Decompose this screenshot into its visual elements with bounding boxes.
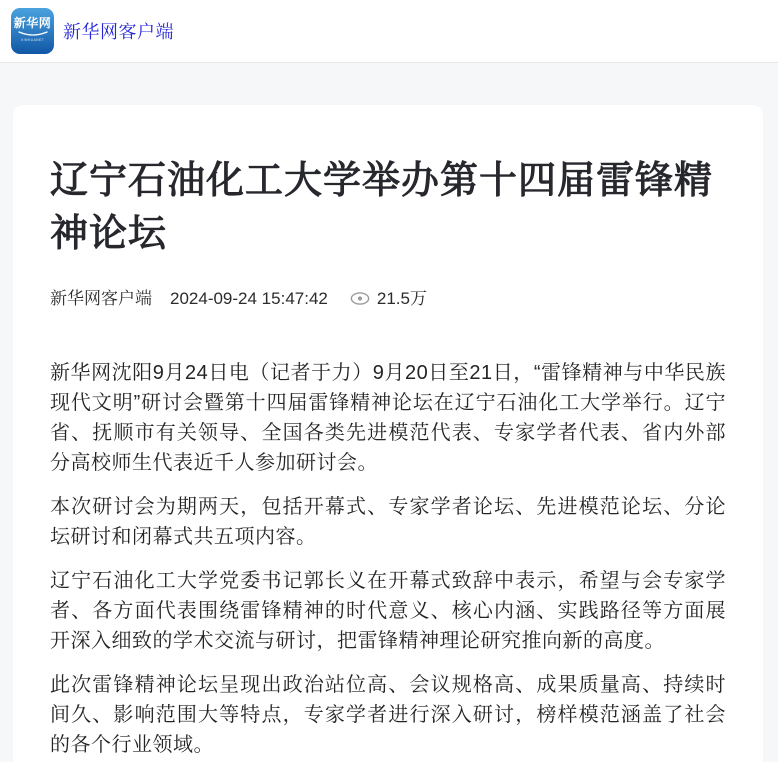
logo-en-text: XINHUANET xyxy=(20,37,45,42)
article-source: 新华网客户端 xyxy=(50,289,152,308)
logo-cn-text: 新华网 xyxy=(13,15,52,30)
article-datetime: 2024-09-24 15:47:42 xyxy=(170,289,328,308)
view-count: 21.5万 xyxy=(376,289,427,308)
xinhuanet-logo[interactable] xyxy=(11,8,54,54)
article-paragraph: 辽宁石油化工大学党委书记郭长义在开幕式致辞中表示，希望与会专家学者、各方面代表围绕雷锋精神的时代意义、核心内涵、实践路径等方面展开深入细致的学术交流与研讨，把雷锋精神理论研究推向新的高度。 xyxy=(50,570,726,652)
app-header xyxy=(0,0,778,63)
article-title: 辽宁石油化工大学举办第十四届雷锋精神论坛 xyxy=(50,160,714,255)
article-paragraph: 本次研讨会为期两天，包括开幕式、专家学者论坛、先进模范论坛、分论坛研讨和闭幕式共五项内容。 xyxy=(50,496,726,548)
article-paragraph: 此次雷锋精神论坛呈现出政治站位高、会议规格高、成果质量高、持续时间久、影响范围大等特点，专家学者进行深入研讨，榜样模范涵盖了社会的各个行业领域。 xyxy=(50,674,726,756)
article-byline xyxy=(50,287,726,310)
eye-icon xyxy=(350,291,370,306)
article-card xyxy=(13,105,763,762)
logo-arc-icon xyxy=(18,31,48,37)
article-body xyxy=(50,358,726,760)
app-name-link[interactable]: 新华网客户端 xyxy=(63,22,174,42)
article-paragraph: 新华网沈阳9月24日电（记者于力）9月20日至21日，“雷锋精神与中华民族现代文明”研讨会暨第十四届雷锋精神论坛在辽宁石油化工大学举行。辽宁省、抚顺市有关领导、全国各类先进模范代表、专家学者代表、省内外部分高校师生代表近千人参加研讨会。 xyxy=(50,362,726,474)
